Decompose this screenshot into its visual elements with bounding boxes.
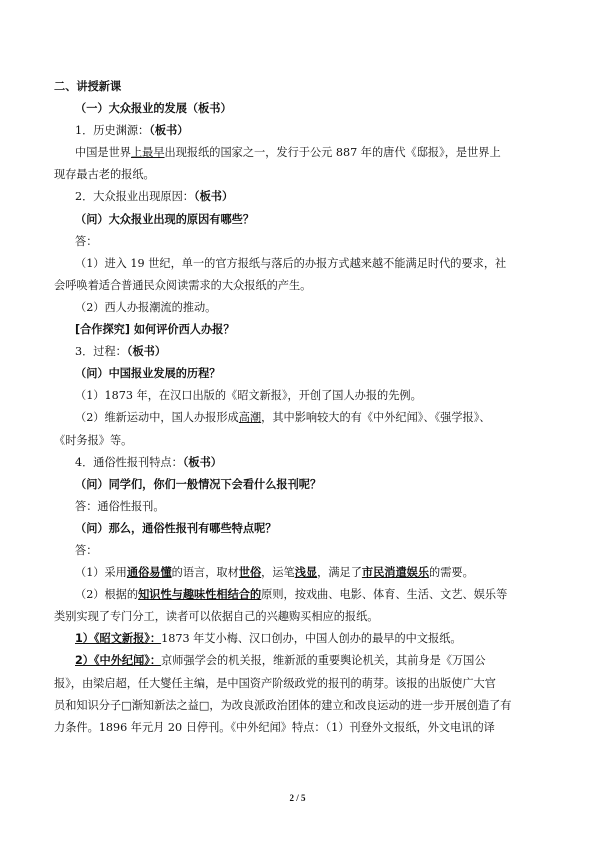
question-reasons: （问）大众报业出现的原因有哪些？ xyxy=(75,212,255,226)
reason-1-line2: 会呼唤着适合普通民众阅读需求的大众报纸的产生。 xyxy=(54,278,312,292)
history-text-line1: 中国是世界上最早出现报纸的国家之一，发行于公元 887 年的唐代《邸报》，是世界上 xyxy=(75,146,501,160)
section-heading: 二、讲授新课 xyxy=(54,80,122,93)
note-zhongwai-line3: 员和知识分子□渐知新法之益□，为改良派政治团体的建立和改良运动的进一步开展创造了有 xyxy=(54,698,512,712)
document-body xyxy=(54,76,540,739)
item-process: 3．过程：（板书） xyxy=(75,345,167,359)
question-reading: （问）同学们，你们一般情况下会看什么报刊呢？ xyxy=(75,477,322,491)
history-text-line2: 现存最古老的报纸。 xyxy=(54,168,155,182)
history-2-line2: 《时务报》等。 xyxy=(54,433,133,447)
cooperative-inquiry: [合作探究] 如何评价西人办报？ xyxy=(75,323,235,337)
feature-1: （1）采用通俗易懂的语言，取材世俗，运笔浅显，满足了市民消遣娱乐的需要。 xyxy=(75,566,474,580)
history-1: （1）1873 年，在汉口出版的《昭文新报》，开创了国人办报的先例。 xyxy=(75,389,422,403)
feature-2-line2: 类别实现了专门分工，读者可以依据自己的兴趣购买相应的报纸。 xyxy=(54,610,379,624)
note-zhongwai-line4: 力条件。1896 年元月 20 日停刊。《中外纪闻》特点：（1）刊登外文报纸，外文电讯的译 xyxy=(54,720,495,734)
feature-2-line1: （2）根据的知识性与趣味性相结合的原则，按戏曲、电影、体育、生活、文艺、娱乐等 xyxy=(75,588,508,602)
answer-label-2: 答： xyxy=(75,543,98,557)
question-features: （问）那么，通俗性报刊有哪些特点呢？ xyxy=(75,521,277,535)
item-features: 4．通俗性报刊特点：（板书） xyxy=(75,455,222,469)
history-2-line1: （2）维新运动中，国人办报形成高潮，其中影响较大的有《中外纪闻》、《强学报》、 xyxy=(75,411,491,425)
item-reasons: 2．大众报业出现原因：（板书） xyxy=(75,190,234,204)
note-zhongwai-line1: 2）《中外纪闻》：京师强学会的机关报，维新派的重要舆论机关，其前身是《万国公 xyxy=(75,654,486,668)
reason-2: （2）西人办报潮流的推动。 xyxy=(75,300,217,314)
subheading: （一）大众报业的发展（板书） xyxy=(75,102,232,116)
page-number: 2 / 5 xyxy=(289,793,306,803)
reason-1-line1: （1）进入 19 世纪，单一的官方报纸与落后的办报方式越来越不能满足时代的要求，社 xyxy=(75,256,507,270)
note-zhongwai-line2: 报》，由梁启超，任大燮任主编，是中国资产阶级政党的报刊的萌芽。该报的出版使广大官 xyxy=(54,676,496,690)
answer-reading: 答：通俗性报刊。 xyxy=(75,499,165,513)
item-history: 1．历史渊源：（板书） xyxy=(75,124,189,138)
answer-label: 答： xyxy=(75,234,98,248)
question-history: （问）中国报业发展的历程？ xyxy=(75,367,221,381)
note-zhaowen: 1）《昭文新报》：1873 年艾小梅、汉口创办，中国人创办的最早的中文报纸。 xyxy=(75,632,462,646)
